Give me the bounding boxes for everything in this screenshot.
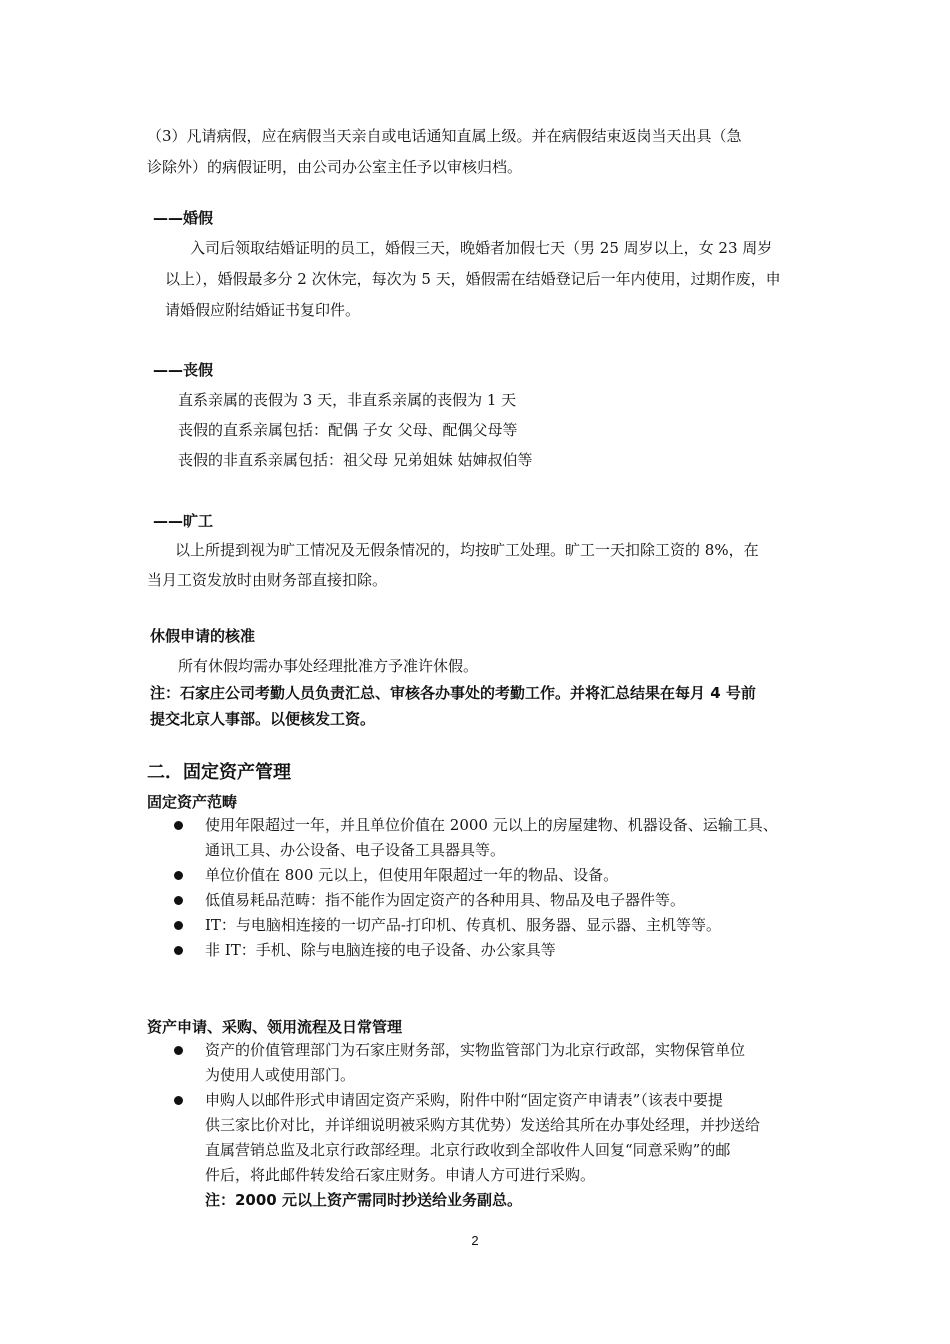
- absence-line-1: 以上所提到视为旷工情况及无假条情况的，均按旷工处理。旷工一天扣除工资的 8%，在: [175, 541, 759, 559]
- scope-item-1-line-1: 使用年限超过一年，并且单位价值在 2000 元以上的房屋建物、机器设备、运输工具、: [205, 816, 778, 834]
- marriage-line-3: 请婚假应附结婚证书复印件。: [165, 301, 361, 319]
- process-item-1-line-1: 资产的价值管理部门为石家庄财务部，实物监管部门为北京行政部，实物保管单位: [205, 1041, 746, 1059]
- scope-item-1-line-2: 通讯工具、办公设备、电子设备工具器具等。: [205, 841, 506, 859]
- bullet-icon: [174, 1096, 183, 1105]
- scope-item-3: 低值易耗品范畴：指不能作为固定资产的各种用具、物品及电子器件等。: [205, 891, 686, 909]
- marriage-line-1: 入司后领取结婚证明的员工，婚假三天，晚婚者加假七天（男 25 周岁以上，女 23 周岁: [190, 239, 773, 257]
- funeral-line-1: 直系亲属的丧假为 3 天，非直系亲属的丧假为 1 天: [178, 391, 517, 409]
- funeral-line-2: 丧假的直系亲属包括：配偶 子女 父母、配偶父母等: [178, 421, 518, 439]
- approval-heading: 休假申请的核准: [150, 627, 256, 645]
- approval-note-line-1: 注：石家庄公司考勤人员负责汇总、审核各办事处的考勤工作。并将汇总结果在每月 4 号前: [150, 684, 756, 702]
- approval-line-1: 所有休假均需办事处经理批准方予准许休假。: [178, 657, 479, 675]
- funeral-heading: ——丧假: [153, 361, 214, 379]
- absence-line-2: 当月工资发放时由财务部直接扣除。: [147, 571, 388, 589]
- marriage-heading: ——婚假: [153, 209, 214, 227]
- bullet-icon: [174, 1046, 183, 1055]
- page-number: 2: [471, 1233, 479, 1248]
- sick-line-1: （3）凡请病假，应在病假当天亲自或电话通知直属上级。并在病假结束返岗当天出具（急: [147, 127, 742, 145]
- marriage-line-2: 以上），婚假最多分 2 次休完，每次为 5 天，婚假需在结婚登记后一年内使用，过期作废，申: [165, 270, 781, 288]
- absence-heading: ——旷工: [153, 512, 214, 530]
- process-item-1-line-2: 为使用人或使用部门。: [205, 1066, 356, 1084]
- process-note: 注：2000 元以上资产需同时抄送给业务副总。: [205, 1191, 522, 1209]
- bullet-icon: [174, 896, 183, 905]
- scope-heading: 固定资产范畴: [147, 793, 238, 811]
- process-item-2-line-2: 供三家比价对比，并详细说明被采购方其优势）发送给其所在办事处经理，并抄送给: [205, 1116, 761, 1134]
- section-title: 二．固定资产管理: [147, 762, 291, 783]
- bullet-icon: [174, 921, 183, 930]
- process-heading: 资产申请、采购、领用流程及日常管理: [147, 1018, 403, 1036]
- bullet-icon: [174, 946, 183, 955]
- scope-item-5: 非 IT：手机、除与电脑连接的电子设备、办公家具等: [205, 941, 556, 959]
- scope-item-2: 单位价值在 800 元以上，但使用年限超过一年的物品、设备。: [205, 866, 619, 884]
- bullet-icon: [174, 821, 183, 830]
- bullet-icon: [174, 871, 183, 880]
- scope-item-4: IT：与电脑相连接的一切产品-打印机、传真机、服务器、显示器、主机等等。: [205, 916, 722, 934]
- process-item-2-line-4: 件后，将此邮件转发给石家庄财务。申请人方可进行采购。: [205, 1166, 596, 1184]
- process-item-2-line-3: 直属营销总监及北京行政部经理。北京行政收到全部收件人回复“同意采购”的邮: [205, 1141, 731, 1159]
- process-item-2-line-1: 申购人以邮件形式申请固定资产采购，附件中附“固定资产申请表”（该表中要提: [205, 1091, 723, 1109]
- funeral-line-3: 丧假的非直系亲属包括：祖父母 兄弟姐妹 姑婶叔伯等: [178, 451, 533, 469]
- approval-note-line-2: 提交北京人事部。以便核发工资。: [150, 710, 376, 728]
- sick-line-2: 诊除外）的病假证明，由公司办公室主任予以审核归档。: [147, 158, 523, 176]
